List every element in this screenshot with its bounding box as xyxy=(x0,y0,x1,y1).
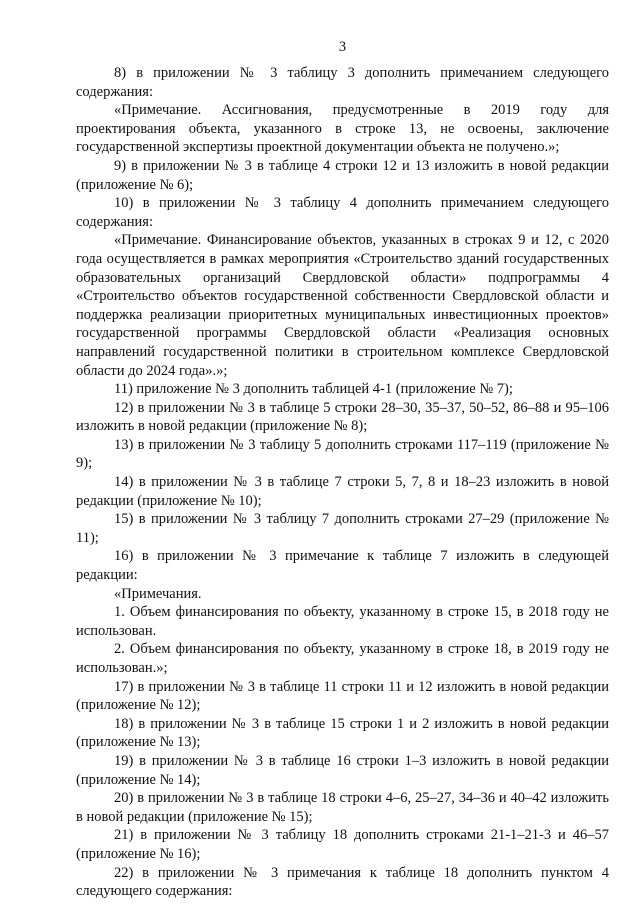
paragraph-item-15: 15) в приложении № 3 таблицу 7 дополнить строками 27–29 (приложение № 11); xyxy=(76,511,609,546)
document-page xyxy=(76,38,609,901)
paragraph-item-13: 13) в приложении № 3 таблицу 5 дополнить строками 117–119 (приложение № 9); xyxy=(76,436,609,472)
paragraph-item-21: 21) в приложении № 3 таблицу 18 дополнить строками 21-1–21-3 и 46–57 (приложение № 16); xyxy=(76,827,609,862)
paragraph-item-9: 9) в приложении № 3 в таблице 4 строки 12 и 13 изложить в новой редакции (приложение № 6); xyxy=(76,157,609,193)
paragraph-item-20: 20) в приложении № 3 в таблице 18 строки 4–6, 25–27, 34–36 и 40–42 изложить в новой редакции (приложение № 15); xyxy=(76,790,609,825)
paragraph-item-12: 12) в приложении № 3 в таблице 5 строки 28–30, 35–37, 50–52, 86–88 и 95–106 изложить в новой редакции (приложение № 8); xyxy=(76,399,609,435)
paragraph-item-11: 11) приложение № 3 дополнить таблицей 4-1 (приложение № 7); xyxy=(114,381,513,398)
paragraph-item-22: 22) в приложении № 3 примечания к таблице 18 дополнить пунктом 4 следующего содержания: xyxy=(76,864,609,900)
paragraph-item-17: 17) в приложении № 3 в таблице 11 строки 11 и 12 изложить в новой редакции (приложение № 12); xyxy=(76,678,609,714)
paragraph-item-10: 10) в приложении № 3 таблицу 4 дополнить примечанием следующего содержания: xyxy=(76,195,609,230)
paragraph-notes-heading: «Примечания. xyxy=(114,585,202,602)
paragraph-item-18: 18) в приложении № 3 в таблице 15 строки 1 и 2 изложить в новой редакции (приложение № 13); xyxy=(76,715,609,751)
paragraph-item-19: 19) в приложении № 3 в таблице 16 строки 1–3 изложить в новой редакции (приложение № 14); xyxy=(76,752,609,788)
paragraph-item-16: 16) в приложении № 3 примечание к таблице 7 изложить в следующей редакции: xyxy=(76,548,609,584)
paragraph-item-14: 14) в приложении № 3 в таблице 7 строки 5, 7, 8 и 18–23 изложить в новой редакции (приложение № 10); xyxy=(76,474,609,509)
paragraph-note-2: 2. Объем финансирования по объекту, указанному в строке 18, в 2019 году не использован.»; xyxy=(76,641,609,676)
document-body xyxy=(76,64,609,901)
paragraph-note-table-3: «Примечание. Ассигнования, предусмотренные в 2019 году для проектирования объекта, указанного в строке 13, не освоены, заключение государственной экспертизы проектной документации объекта не получено.»; xyxy=(76,102,609,156)
paragraph-note-table-4: «Примечание. Финансирование объектов, указанных в строках 9 и 12, с 2020 года осуществляется в рамках мероприятия «Строительство зданий государственных образовательных организаций Свердловской области» подпрограммы 4 «Строительство объектов государственной собственности Свердловской области и поддержка реализации приоритетных муниципальных инвестиционных проектов» государственной программы Свердловской области «Реализация основных направлений государственной политики в строительном комплексе Свердловской области до 2024 года».»; xyxy=(76,232,609,379)
page-number: 3 xyxy=(338,39,347,55)
paragraph-note-1: 1. Объем финансирования по объекту, указанному в строке 15, в 2018 году не использован. xyxy=(76,604,609,639)
paragraph-item-8: 8) в приложении № 3 таблицу 3 дополнить примечанием следующего содержания: xyxy=(76,65,609,100)
